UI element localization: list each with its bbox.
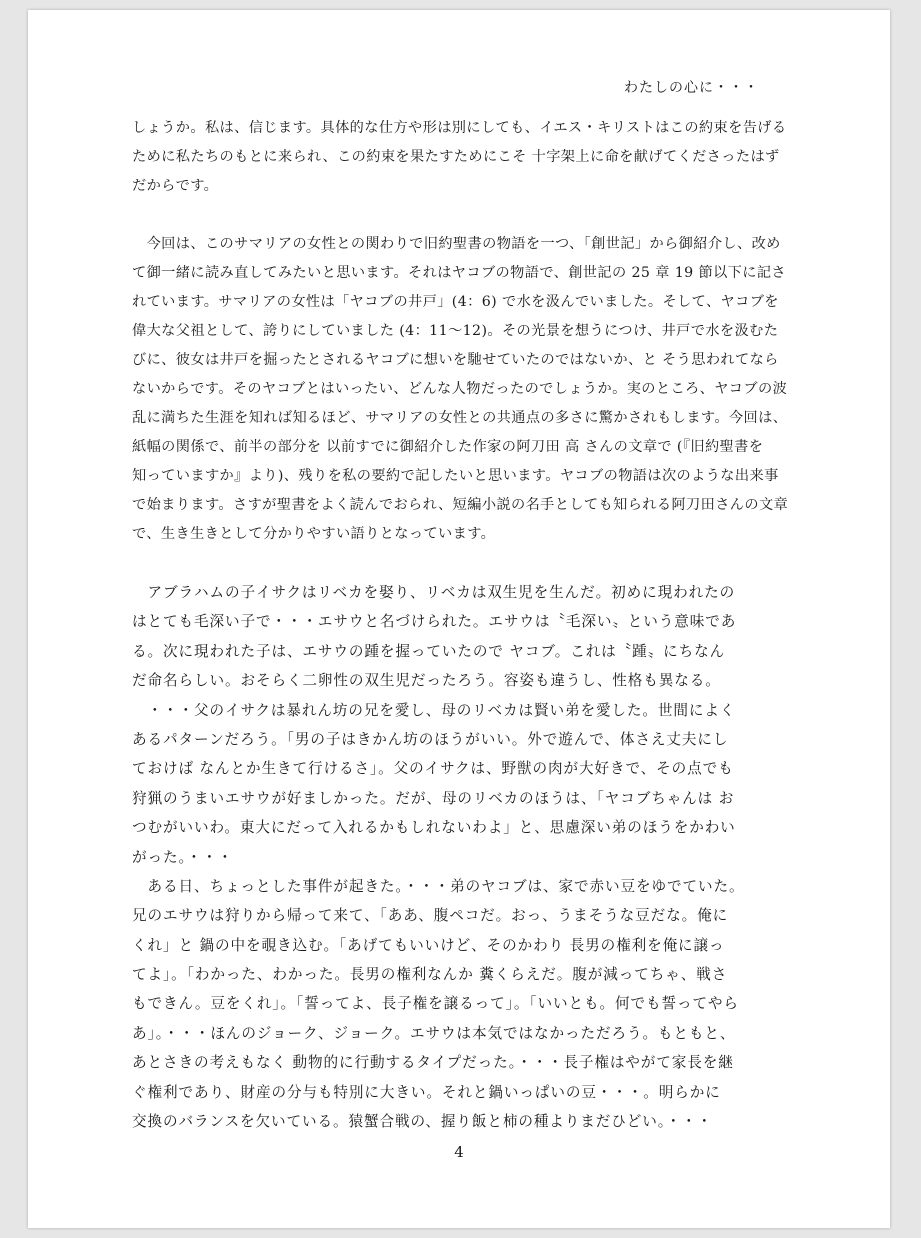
- text-line: てよ」。「わかった、わかった。長男の権利なんか 糞くらえだ。腹が減ってちゃ、戦さ: [132, 966, 728, 984]
- text-line: 今回は、このサマリアの女性との関わりで旧約聖書の物語を一つ、「創世記」から御紹介し、改め: [132, 236, 781, 252]
- text-line: 知っていますか』より)、残りを私の要約で記したいと思います。ヤコブの物語は次のような出来事: [132, 468, 779, 484]
- text-line: れています。サマリアの女性は「ヤコブの井戸」(4：6) で水を汲んでいました。そして、ヤコブを: [132, 294, 779, 310]
- text-line: はとても毛深い子で・・・エサウと名づけられた。エサウは〝毛深い〟という意味であ: [132, 613, 737, 631]
- text-line: だからです。: [132, 178, 219, 194]
- text-line: 兄のエサウは狩りから帰って来て、「ああ、腹ペコだ。おっ、うまそうな豆だな。俺に: [132, 907, 729, 925]
- text-line: 紙幅の関係で、前半の部分を 以前すでに御紹介した作家の阿刀田 高 さんの文章で (『旧約聖書を: [132, 439, 764, 455]
- text-line: びに、彼女は井戸を掘ったとされるヤコブに想いを馳せていたのではないか、と そう思われてなら: [132, 352, 779, 368]
- text-line: ぐ権利であり、財産の分与も特別に大きい。それと鍋いっぱいの豆・・・。明らかに: [132, 1083, 721, 1101]
- text-line: 乱に満ちた生涯を知れば知るほど、サマリアの女性との共通点の多さに驚かされもします。今回は、: [132, 410, 788, 426]
- text-line: る。次に現われた子は、エサウの踵を握っていたので ヤコブ。これは〝踵〟にちなん: [132, 642, 726, 660]
- text-line: 狩猟のうまいエサウが好ましかった。だが、母のリベカのほうは、「ヤコブちゃんは お: [132, 789, 735, 807]
- quoted-passage: [132, 578, 796, 1136]
- text-line: だ命名らしい。おそらく二卵性の双生児だったろう。容姿も違うし、性格も異なる。: [132, 672, 721, 690]
- text-line: で、生き生きとして分かりやすい語りとなっています。: [132, 526, 496, 542]
- text-line: ある日、ちょっとした事件が起きた。・・・弟のヤコブは、家で赤い豆をゆでていた。: [132, 877, 745, 895]
- paragraph-2: [132, 230, 792, 549]
- text-line: あ」。・・・ほんのジョーク、ジョーク。エサウは本気ではなかっただろう。もともと、: [132, 1024, 736, 1042]
- text-line: 交換のバランスを欠いている。猿蟹合戦の、握り飯と柿の種よりまだひどい。・・・: [132, 1113, 713, 1131]
- document-page: [28, 10, 890, 1228]
- paragraph-1: [132, 114, 792, 201]
- running-header: わたしの心に・・・: [624, 80, 759, 96]
- text-line: 偉大な父祖として、誇りにしていました (4：11〜12)。その光景を想うにつけ、井戸で水を汲むた: [132, 323, 779, 339]
- text-line: がった。・・・: [132, 848, 234, 866]
- text-line: くれ」と 鍋の中を覗き込む。「あげてもいいけど、そのかわり 長男の権利を俺に譲っ: [132, 936, 725, 954]
- text-line: ために私たちのもとに来られ、この約束を果たすためにこそ 十字架上に命を献げてくださったはず: [132, 149, 780, 165]
- text-line: て御一緒に読み直してみたいと思います。それはヤコブの物語で、創世記の 25 章 19 節以下に記さ: [132, 265, 787, 281]
- text-line: あとさきの考えもなく 動物的に行動するタイプだった。・・・長子権はやがて家長を継: [132, 1054, 734, 1072]
- text-line: しょうか。私は、信じます。具体的な仕方や形は別にしても、イエス・キリストはこの約束を告げる: [132, 120, 787, 136]
- text-line: ないからです。そのヤコブとはいったい、どんな人物だったのでしょうか。実のところ、ヤコブの波: [132, 381, 788, 397]
- text-line: あるパターンだろう。「男の子はきかん坊のほうがいい。外で遊んで、体さえ丈夫にし: [132, 730, 729, 748]
- page-number: 4: [454, 1143, 464, 1161]
- text-line: ておけば なんとか生きて行けるさ」。父のイサクは、野獣の肉が大好きで、その点でも: [132, 760, 734, 778]
- text-line: で始まります。さすが聖書をよく読んでおられ、短編小説の名手としても知られる阿刀田さんの文章: [132, 497, 789, 513]
- text-line: もできん。豆をくれ」。「誓ってよ、長子権を譲るって」。「いいとも。何でも誓ってやら: [132, 995, 739, 1013]
- text-line: アブラハムの子イサクはリベカを娶り、リベカは双生児を生んだ。初めに現われたの: [132, 584, 736, 601]
- text-line: つむがいいわ。東大にだって入れるかもしれないわよ」と、思慮深い弟のほうをかわい: [132, 819, 736, 837]
- text-line: ・・・父のイサクは暴れん坊の兄を愛し、母のリベカは賢い弟を愛した。世間によく: [132, 701, 736, 719]
